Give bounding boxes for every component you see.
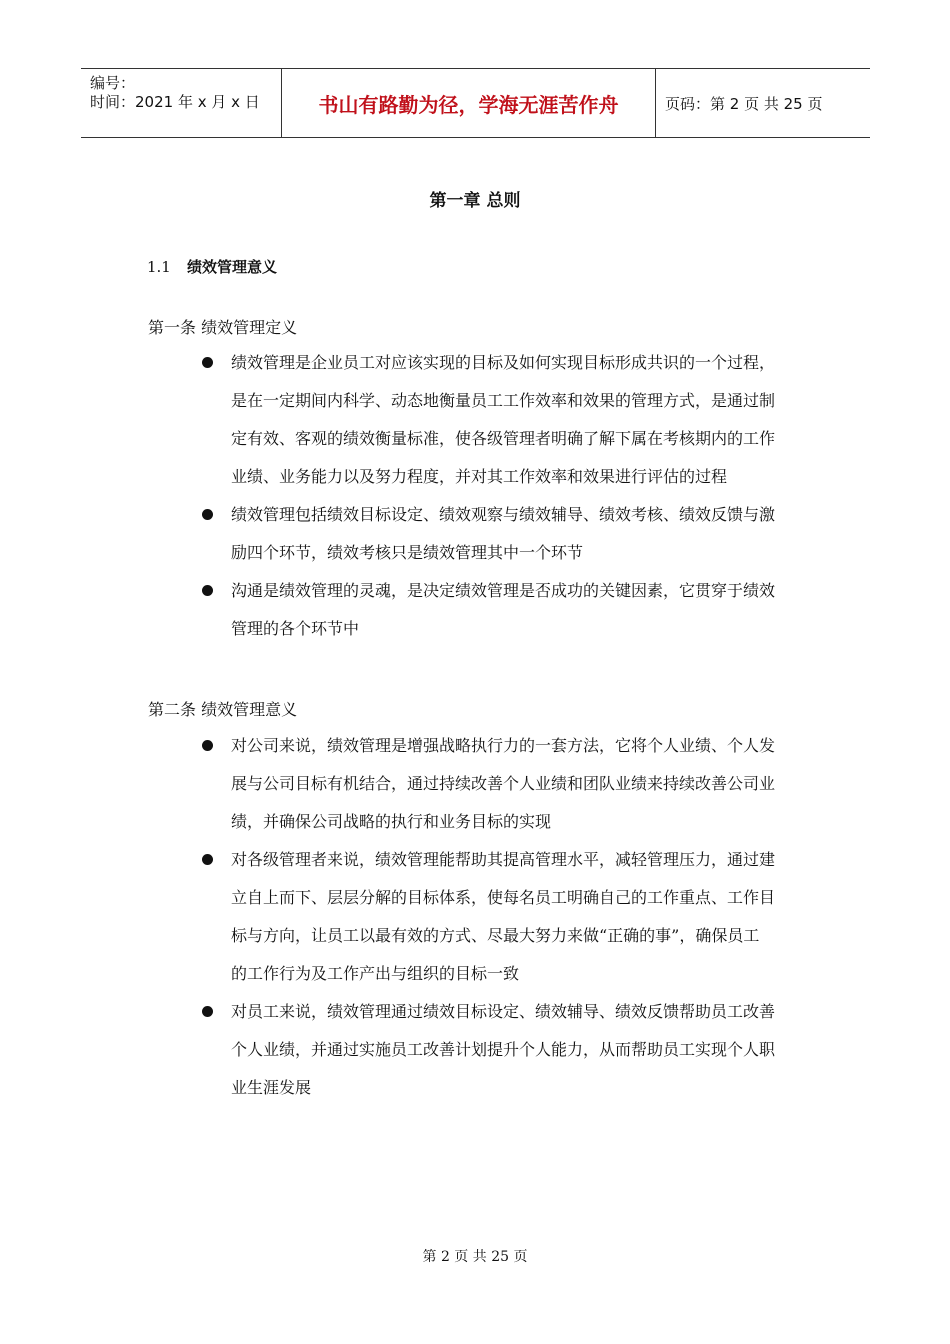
header-meta-cell: [81, 69, 281, 137]
text-line: 绩效管理是企业员工对应该实现的目标及如何实现目标形成共识的一个过程，: [231, 353, 776, 372]
chapter-title: 第一章 总则: [429, 191, 521, 211]
document-header: [81, 68, 870, 138]
text-line: 对公司来说，绩效管理是增强战略执行力的一套方法，它将个人业绩、个人发: [231, 736, 776, 755]
text-line: 绩，并确保公司战略的执行和业务目标的实现: [231, 812, 552, 831]
text-line: 绩效管理包括绩效目标设定、绩效观察与绩效辅导、绩效考核、绩效反馈与激: [231, 505, 776, 524]
list-item-text: [231, 1000, 809, 1114]
section-heading: [147, 256, 277, 277]
text-line: 立自上而下、层层分解的目标体系，使每名员工明确自己的工作重点、工作目: [231, 888, 776, 907]
list-item-text: [231, 579, 809, 655]
text-line: 个人业绩，并通过实施员工改善计划提升个人能力，从而帮助员工实现个人职: [231, 1040, 776, 1059]
text-line: 管理的各个环节中: [231, 619, 360, 638]
bullet-icon: [202, 740, 213, 751]
header-page-cell: [655, 69, 870, 137]
text-line: 是在一定期间内科学、动态地衡量员工工作效率和效果的管理方式，是通过制: [231, 391, 776, 410]
text-line: 对各级管理者来说，绩效管理能帮助其提高管理水平，减轻管理压力，通过建: [231, 850, 776, 869]
text-line: 标与方向，让员工以最有效的方式、尽最大努力来做“正确的事”，确保员工: [231, 926, 760, 945]
document-number: 编号：: [90, 74, 136, 92]
header-motto-cell: [281, 69, 656, 137]
text-line: 励四个环节，绩效考核只是绩效管理其中一个环节: [231, 543, 584, 562]
bullet-icon: [202, 357, 213, 368]
bullet-icon: [202, 854, 213, 865]
bullet-icon: [202, 585, 213, 596]
bullet-icon: [202, 1006, 213, 1017]
text-line: 沟通是绩效管理的灵魂，是决定绩效管理是否成功的关键因素，它贯穿于绩效: [231, 581, 776, 600]
text-line: 业生涯发展: [231, 1078, 312, 1097]
header-page-code: 页码：第 2 页 共 25 页: [665, 95, 823, 113]
list-item-text: [231, 503, 809, 579]
list-item-text: [231, 351, 809, 503]
header-motto: 书山有路勤为径，学海无涯苦作舟: [318, 93, 619, 117]
text-line: 展与公司目标有机结合，通过持续改善个人业绩和团队业绩来持续改善公司业: [231, 774, 776, 793]
article-heading: 第二条 绩效管理意义: [148, 700, 298, 719]
document-time: 时间：2021 年 x 月 x 日: [90, 93, 260, 111]
text-line: 定有效、客观的绩效衡量标准，使各级管理者明确了解下属在考核期内的工作: [231, 429, 776, 448]
section-number: 1.1: [147, 258, 171, 276]
article-heading: 第一条 绩效管理定义: [148, 318, 298, 337]
page-footer: 第 2 页 共 25 页: [422, 1249, 528, 1265]
text-line: 的工作行为及工作产出与组织的目标一致: [231, 964, 520, 983]
list-item-text: [231, 734, 809, 848]
text-line: 对员工来说，绩效管理通过绩效目标设定、绩效辅导、绩效反馈帮助员工改善: [231, 1002, 776, 1021]
list-item-text: [231, 848, 809, 1000]
text-line: 业绩、业务能力以及努力程度，并对其工作效率和效果进行评估的过程: [231, 467, 728, 486]
bullet-icon: [202, 509, 213, 520]
section-title: 绩效管理意义: [187, 258, 278, 276]
